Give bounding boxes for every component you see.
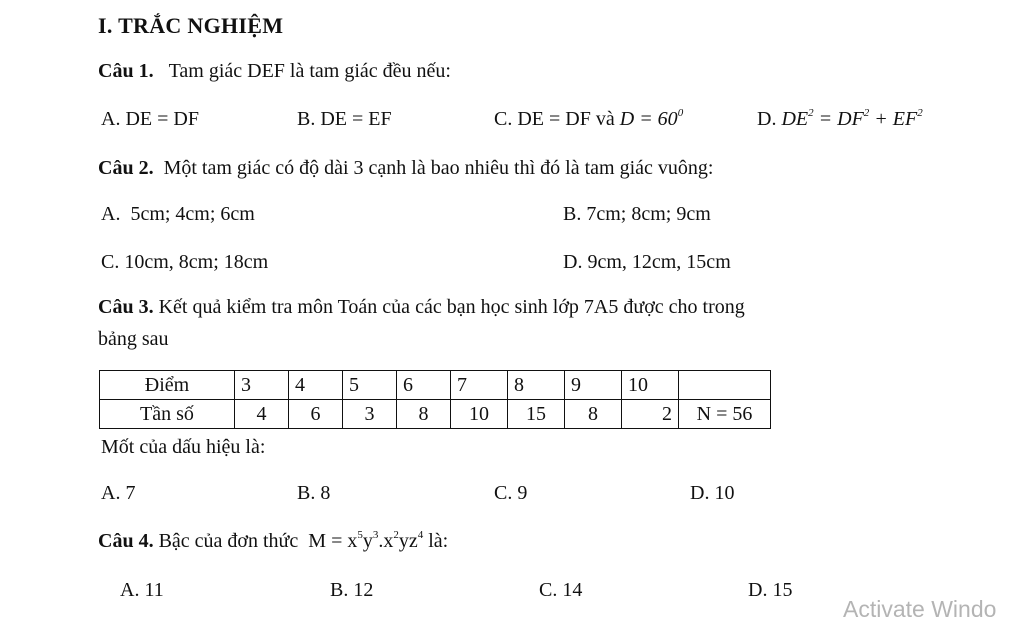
table-cell: 6: [289, 400, 343, 429]
q1-option-a: A. DE = DF: [101, 108, 199, 130]
question-3-text-cont: bảng sau: [98, 328, 169, 350]
question-4-text-end: là:: [423, 530, 449, 552]
q4-option-b: B. 12: [330, 579, 374, 601]
q1-option-d-math: $DE^2 = DF^2 + EF^2$: [781, 107, 923, 130]
table-cell-empty: [679, 371, 771, 400]
table-cell: 3: [235, 371, 289, 400]
q4-option-a: A. 11: [120, 579, 164, 601]
question-3-text: Kết quả kiểm tra môn Toán của các bạn học sinh lớp 7A5 được cho trong: [158, 296, 745, 318]
table-cell: 8: [397, 400, 451, 429]
q3-option-d: D. 10: [690, 482, 735, 504]
table-cell: 2: [622, 400, 679, 429]
question-1: [98, 60, 451, 83]
q2-option-c: C. 10cm, 8cm; 18cm: [101, 251, 269, 273]
table-cell: 10: [451, 400, 508, 429]
table-cell: 8: [508, 371, 565, 400]
table-cell-total: N = 56: [679, 400, 771, 429]
q2-option-a: A. 5cm; 4cm; 6cm: [101, 203, 255, 225]
question-3-prompt: Mốt của dấu hiệu là:: [101, 436, 266, 458]
activate-windows-watermark: Activate Windo: [843, 596, 997, 622]
table-cell: 8: [565, 400, 622, 429]
table-cell: 6: [397, 371, 451, 400]
q4-option-c: C. 14: [539, 579, 583, 601]
table-cell: 10: [622, 371, 679, 400]
table-cell: 4: [235, 400, 289, 429]
q3-option-c: C. 9: [494, 482, 528, 504]
question-2-label: Câu 2.: [98, 157, 154, 179]
table-cell: 3: [343, 400, 397, 429]
question-3-label: Câu 3.: [98, 296, 154, 318]
q1-option-c-math: $D = 60^0$: [619, 107, 684, 130]
q2-option-b: B. 7cm; 8cm; 9cm: [563, 203, 711, 225]
q1-option-b: B. DE = EF: [297, 108, 392, 130]
question-1-text: Tam giác DEF là tam giác đều nếu:: [168, 60, 451, 82]
q2-option-d: D. 9cm, 12cm, 15cm: [563, 251, 731, 273]
question-4-text: Bậc của đơn thức: [158, 530, 299, 552]
q3-option-a: A. 7: [101, 482, 136, 504]
q1-option-c: [494, 108, 683, 131]
question-1-label: Câu 1.: [98, 60, 154, 82]
table-header-score: Điểm: [100, 371, 235, 400]
question-3: [98, 296, 745, 319]
q1-option-d-letter: D.: [757, 108, 777, 130]
q1-option-d: [757, 108, 923, 131]
table-row-scores: [100, 371, 771, 400]
question-4-formula: $M = x^5y^3.x^2yz^4$: [308, 529, 424, 552]
question-4: [98, 530, 448, 553]
q4-option-d: D. 15: [748, 579, 793, 601]
question-2: [98, 157, 713, 180]
table-cell: 5: [343, 371, 397, 400]
q3-option-b: B. 8: [297, 482, 331, 504]
table-header-frequency: Tần số: [100, 400, 235, 429]
question-2-text: Một tam giác có độ dài 3 cạnh là bao nhiêu thì đó là tam giác vuông:: [163, 157, 714, 179]
table-cell: 4: [289, 371, 343, 400]
table-cell: 9: [565, 371, 622, 400]
q1-option-c-text: C. DE = DF và: [494, 108, 615, 130]
section-title: I. TRẮC NGHIỆM: [98, 13, 284, 38]
table-cell: 7: [451, 371, 508, 400]
table-row-frequencies: [100, 400, 771, 429]
frequency-table: [99, 370, 771, 429]
table-cell: 15: [508, 400, 565, 429]
question-4-label: Câu 4.: [98, 530, 154, 552]
